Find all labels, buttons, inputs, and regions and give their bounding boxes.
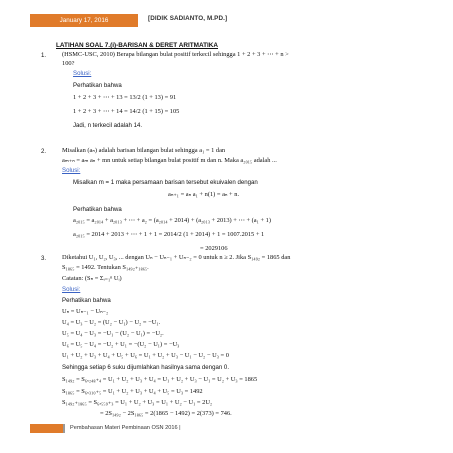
problem-3-question: Diketahui U₁, U₂, U₃, ... dengan Uₙ − Uₙ₋₁ + Uₙ₋₂ = 0 untuk n ≥ 2. Jika S₁₄₉₂ = 1865 dan <box>62 254 291 261</box>
header-date-badge <box>30 14 138 27</box>
problem-2-relation: aₙ₊₁ = aₙ a₁ + n(1) = aₙ + n. <box>168 191 240 198</box>
problem-2-question-cont: aₘ₊ₙ = aₘ aₙ + mn untuk setiap bilangan bulat positif m dan n. Maka a₂₀₁₅ adalah ... <box>62 157 277 164</box>
problem-2-note: Misalkan m = 1 maka persamaan barisan tersebut ekuivalen dengan <box>73 179 258 186</box>
problem-1-eq-1: 1 + 2 + 3 + ⋯ + 13 = 13/2 (1 + 13) = 91 <box>73 94 177 101</box>
problem-2-solution-label: Solusi: <box>62 167 81 174</box>
problem-3-note: Catatan: (Sₙ = Σᵢ₌₁ⁿ Uᵢ) <box>62 275 122 282</box>
problem-1-solution-label: Solusi: <box>73 70 92 77</box>
problem-3-line-3: U₅ = U₄ − U₃ = −U₁ − (U₂ − U₁) = −U₂. <box>62 330 164 337</box>
problem-3-line-6: Sehingga setiap 6 suku dijumlahkan hasilnya sama dengan 0. <box>62 364 230 371</box>
problem-3-line-9: S₁₄₉₂₊₁₈₆₅ = S₆ₓ₅₅₉₊₃ = U₁ + U₂ + U₃ = U₁ + U₂ − U₁ = 2U₂ <box>62 399 213 406</box>
problem-1-question: (HSMC-USC, 2010) Berapa bilangan bulat positif terkecil sehingga 1 + 2 + 3 + ⋯ + n > <box>62 51 289 58</box>
footer-divider <box>63 424 65 433</box>
header-author: [DIDIK SADIANTO, M.PD.] <box>148 15 228 22</box>
problem-1-question-cont: 100? <box>62 60 75 67</box>
problem-3-line-1: Uₙ = Uₙ₋₁ − Uₙ₋₂ <box>62 308 109 315</box>
problem-1-eq-2: 1 + 2 + 3 + ⋯ + 14 = 14/2 (1 + 15) = 105 <box>73 108 180 115</box>
problem-3-question-cont: S₁₈₆₅ = 1492. Tentukan S₁₄₉₂₊₁₈₆₅. <box>62 264 149 271</box>
problem-3-line-10: = 2S₁₄₉₂ − 2S₁₈₆₅ = 2(1865 − 1492) = 2(373) = 746. <box>100 410 232 417</box>
problem-3-line-4: U₆ = U₅ − U₄ = −U₂ + U₁ = −(U₂ − U₁) = −U₃ <box>62 341 180 348</box>
problem-1-note: Perhatikan bahwa <box>73 82 122 89</box>
problem-2-eq-1: a₂₀₁₅ = a₂₀₁₄ + a₂₀₁₃ + ⋯ + a₂ = (a₂₀₁₄ + 2014) + (a₂₀₁₃ + 2013) + ⋯ + (a₁ + 1) <box>73 217 271 224</box>
problem-1-conclusion: Jadi, n terkecil adalah 14. <box>73 122 143 129</box>
problem-3-line-7: S₁₄₉₂ = S₆ₓ₂₄₈₊₄ = U₁ + U₂ + U₃ + U₄ = U₁ + U₂ + U₃ − U₁ = U₂ + U₃ = 1865 <box>62 376 258 383</box>
problem-2-question: Misalkan (aₙ) adalah barisan bilangan bulat sehingga a₁ = 1 dan <box>62 147 226 154</box>
problem-3-line-8: S₁₈₆₅ = S₆ₓ₃₁₀₊₅ = U₁ + U₂ + U₃ + U₄ + U₅ = U₃ = 1492 <box>62 388 203 395</box>
problem-3-line-2: U₄ = U₃ − U₂ = (U₂ − U₁) − U₂ = −U₁. <box>62 319 161 326</box>
problem-3-solution-label: Solusi: <box>62 286 81 293</box>
problem-2-eq-2: a₂₀₁₅ = 2014 + 2013 + ⋯ + 1 + 1 = 2014/2 (1 + 2014) + 1 = 1007.2015 + 1 <box>73 231 265 238</box>
problem-3-number: 3. <box>41 255 47 262</box>
problem-2-number: 2. <box>41 148 47 155</box>
footer-accent-bar <box>30 424 63 433</box>
header-date: January 17, 2016 <box>59 17 109 24</box>
footer-text: Pembahasan Materi Pembinaan OSN 2016 | <box>70 425 181 431</box>
page-title: LATIHAN SOAL 7.(i)-BARISAN & DERET ARITMATIKA <box>56 42 219 49</box>
problem-1-number: 1. <box>41 52 47 59</box>
problem-2-note-2: Perhatikan bahwa <box>73 206 122 213</box>
problem-2-eq-3: = 2029106 <box>200 245 228 252</box>
problem-3-note-2: Perhatikan bahwa <box>62 297 111 304</box>
problem-3-line-5: U₁ + U₂ + U₃ + U₄ + U₅ + U₆ = U₁ + U₂ + U₃ − U₁ − U₂ − U₃ = 0 <box>62 352 229 359</box>
